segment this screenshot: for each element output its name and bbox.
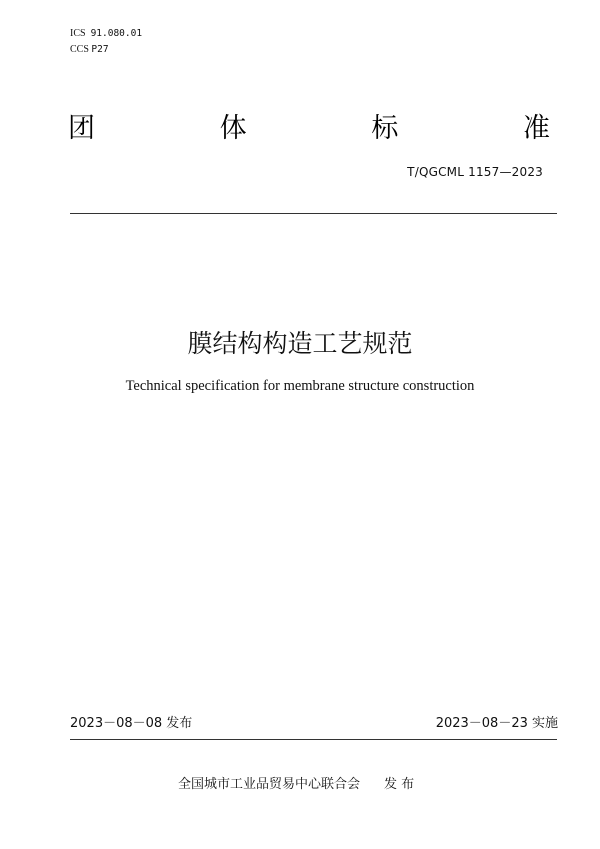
standard-type-heading [68, 112, 550, 146]
publisher-action: 发 布 [384, 777, 415, 792]
implement-date: 2023－08－23 实施 [435, 716, 558, 731]
ics-code [70, 28, 142, 40]
standard-type-char: 体 [219, 113, 247, 144]
bottom-divider [70, 739, 557, 740]
ccs-code [70, 44, 109, 56]
publisher-line [178, 776, 414, 794]
publish-date: 2023－08－08 发布 [70, 716, 193, 731]
ccs-value: P27 [91, 44, 109, 55]
standard-type-char: 标 [371, 113, 399, 144]
ccs-label: CCS [70, 44, 89, 55]
title-chinese: 膜结构构造工艺规范 [187, 329, 413, 358]
top-divider [70, 213, 557, 214]
title-english: Technical specification for membrane structure construction [125, 378, 475, 394]
standard-number: T/QGCML 1157—2023 [407, 165, 543, 179]
ics-value: 91.080.01 [90, 28, 143, 39]
ics-label: ICS [70, 28, 86, 39]
publisher-name: 全国城市工业品贸易中心联合会 [178, 777, 361, 792]
standard-type-char: 团 [68, 113, 95, 144]
standard-type-char: 准 [522, 113, 550, 144]
